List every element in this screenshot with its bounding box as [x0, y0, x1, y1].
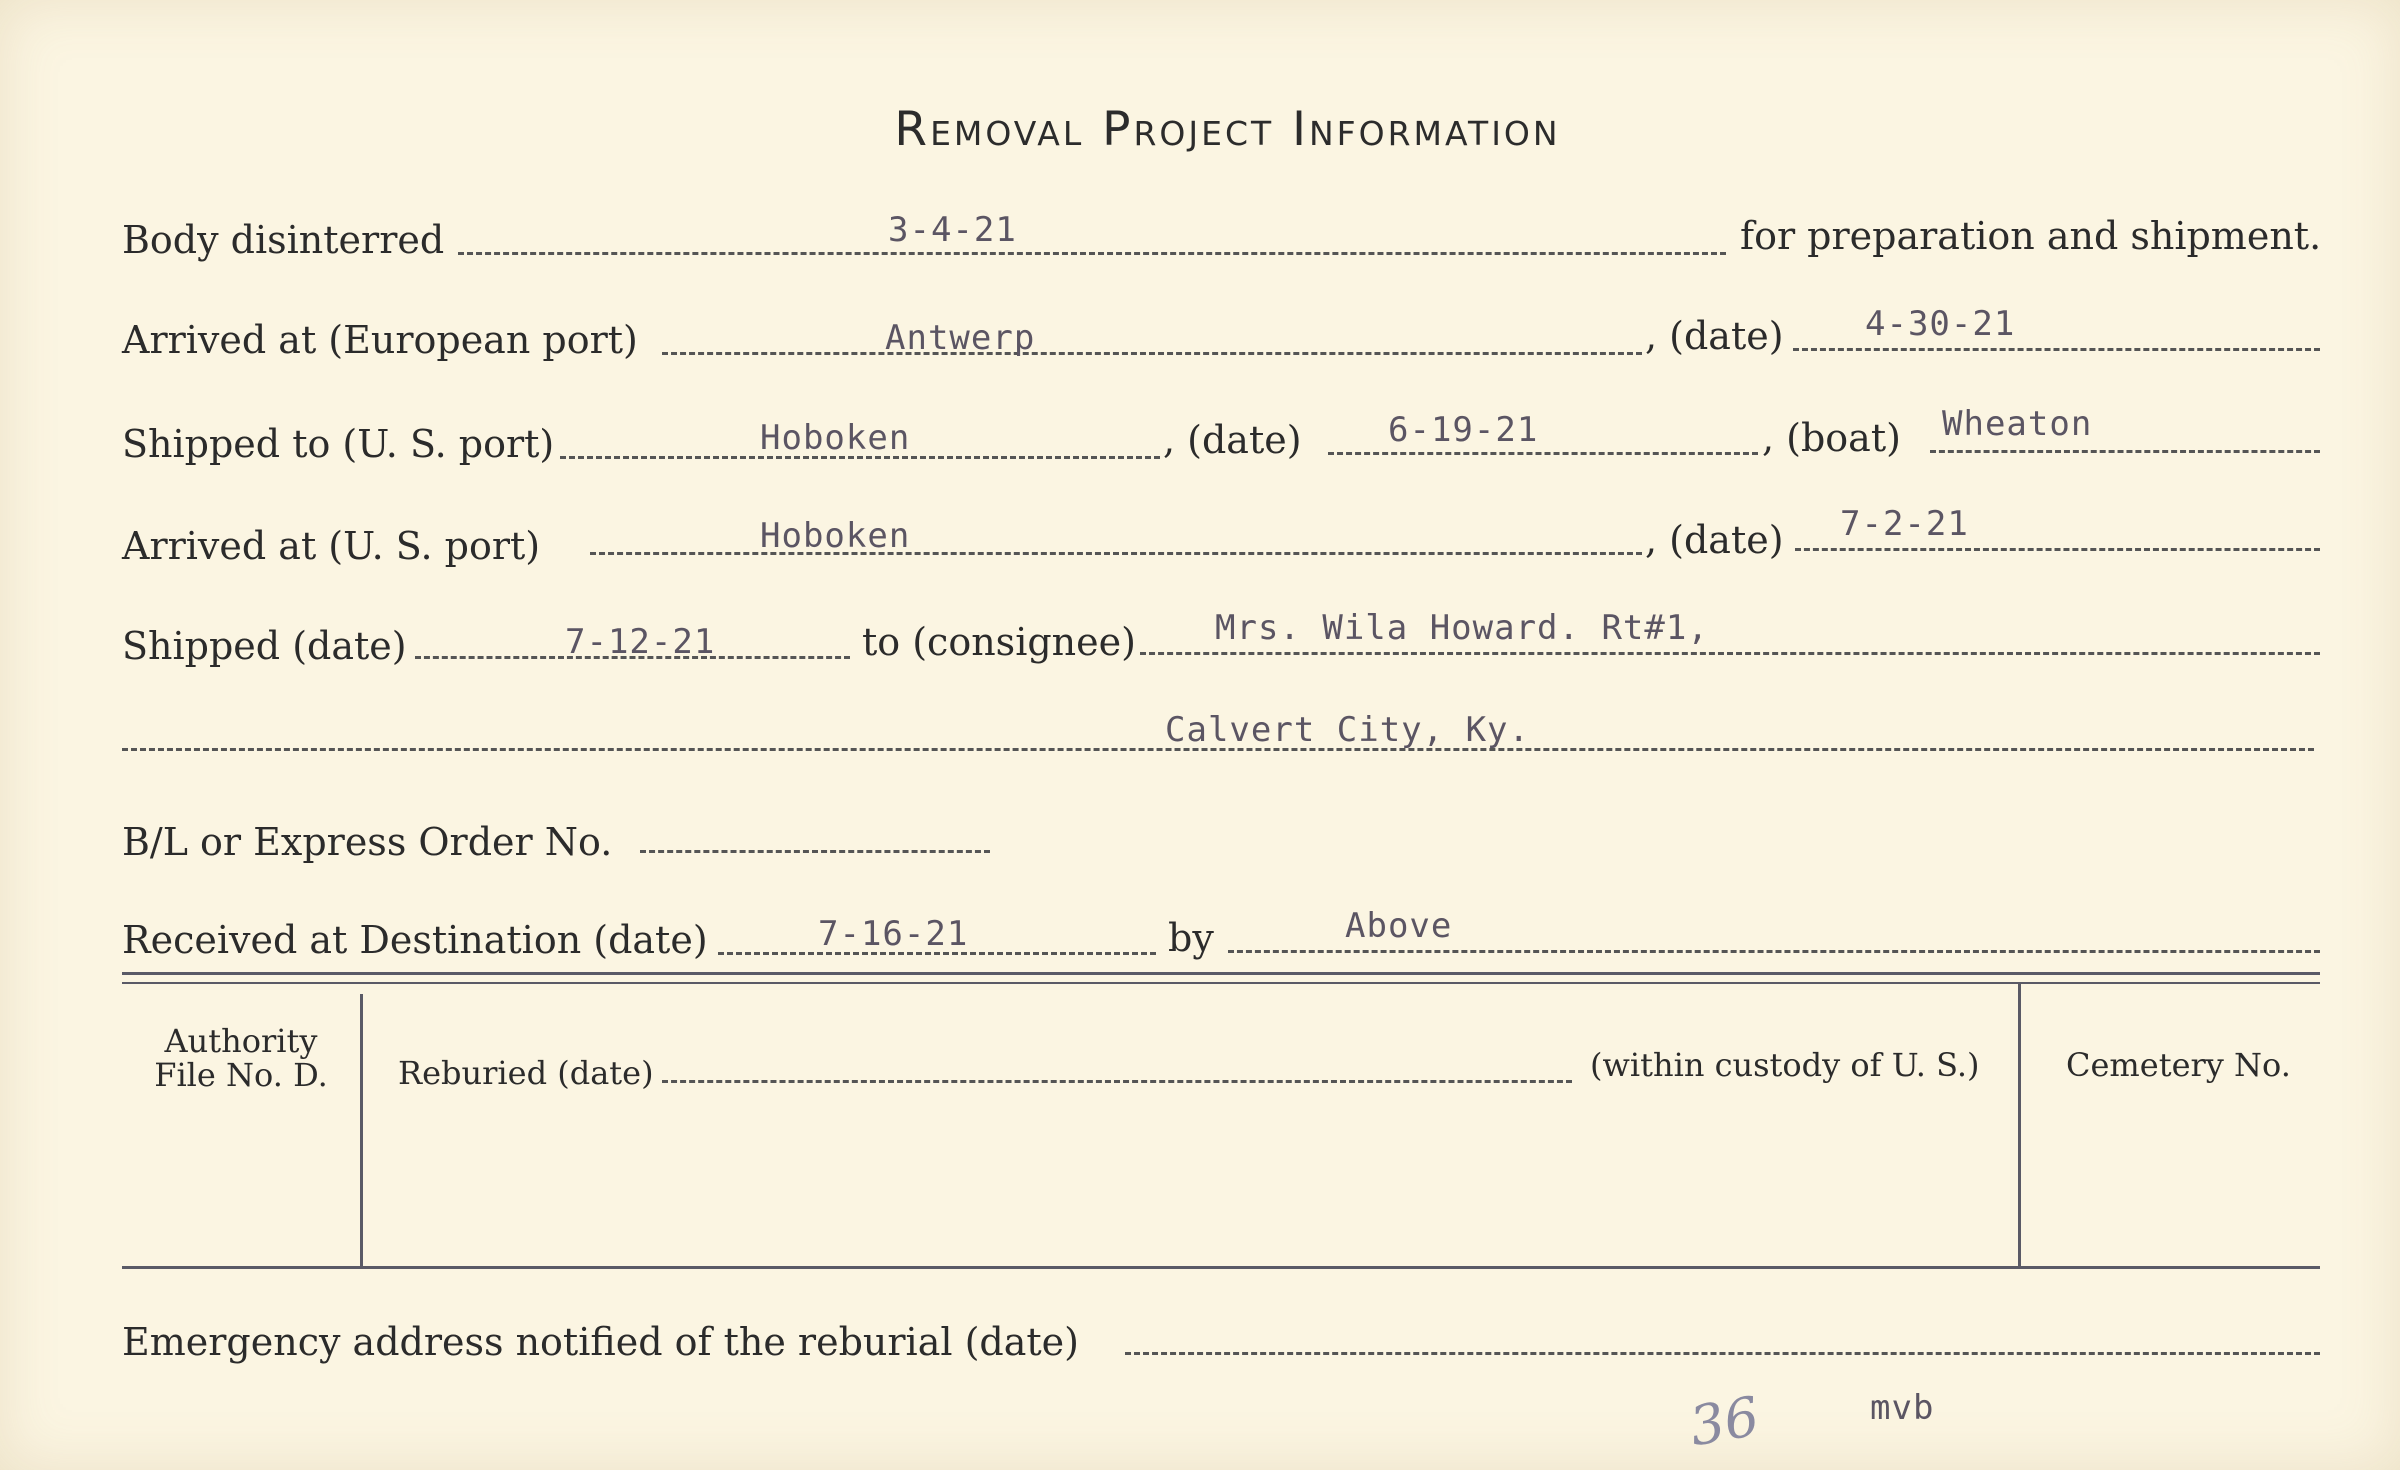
arrived-us-port: Hoboken [760, 516, 911, 556]
file-no-label: File No. D. [154, 1056, 328, 1094]
custody-label: (within custody of U. S.) [1590, 1046, 1980, 1084]
shipped-to-us-date-line [1328, 452, 1758, 455]
arrived-european-date: 4-30-21 [1865, 304, 2016, 344]
shipped-to-us-date: 6-19-21 [1388, 410, 1539, 450]
box-bottom-rule [122, 1266, 2320, 1269]
reburied-label: Reburied (date) [398, 1054, 654, 1092]
shipped-to-us-boat: Wheaton [1942, 404, 2093, 444]
arrived-us-label: Arrived at (U. S. port) [122, 524, 541, 568]
arrived-us-date-label: , (date) [1645, 518, 1784, 562]
body-disinterred-suffix: for preparation and shipment. [1740, 214, 2322, 258]
shipped-to-us-label: Shipped to (U. S. port) [122, 422, 555, 466]
body-disinterred-label: Body disinterred [122, 218, 445, 262]
shipped-date-value: 7-12-21 [565, 622, 716, 662]
body-disinterred-line [458, 252, 1726, 255]
arrived-european-date-line [1793, 348, 2320, 351]
arrived-us-date-line [1795, 548, 2320, 551]
arrived-european-line [662, 352, 1642, 355]
box-top-rule-2 [122, 982, 2320, 984]
bl-order-line [640, 850, 990, 853]
shipped-date-label: Shipped (date) [122, 624, 407, 668]
authority-file-label [122, 1024, 360, 1092]
cemetery-no-label: Cemetery No. [2066, 1046, 2291, 1084]
body-disinterred-value: 3-4-21 [888, 210, 1017, 250]
received-date-value: 7-16-21 [818, 914, 969, 954]
box-divider-left [360, 994, 363, 1266]
shipped-to-us-port: Hoboken [760, 418, 911, 458]
card-title: Removal Project Information [894, 102, 1561, 157]
received-by-value: Above [1345, 906, 1453, 946]
consignee-value: Mrs. Wila Howard. Rt#1, [1215, 608, 1709, 648]
received-by-label: by [1168, 916, 1214, 960]
emergency-line [1125, 1352, 2320, 1355]
authority-label: Authority [164, 1022, 318, 1060]
arrived-us-line [590, 552, 1642, 555]
box-top-rule-1 [122, 972, 2320, 975]
arrived-us-date: 7-2-21 [1840, 504, 1969, 544]
typist-initials: mvb [1870, 1388, 1935, 1428]
arrived-european-date-label: , (date) [1645, 314, 1784, 358]
shipped-to-us-boat-line [1930, 450, 2320, 453]
reburied-line [662, 1080, 1572, 1083]
consignee-line [1140, 652, 2320, 655]
shipped-to-us-boat-label: , (boat) [1762, 416, 1901, 460]
consignee-label: to (consignee) [862, 620, 1136, 664]
handwritten-mark: 36 [1685, 1384, 1764, 1459]
emergency-label: Emergency address notified of the reburial (date) [122, 1320, 1079, 1364]
received-by-line [1228, 950, 2320, 953]
bl-order-label: B/L or Express Order No. [122, 820, 613, 864]
received-label: Received at Destination (date) [122, 918, 708, 962]
shipped-to-us-date-label: , (date) [1163, 418, 1302, 462]
arrived-european-port: Antwerp [885, 318, 1036, 358]
box-divider-right [2018, 984, 2021, 1266]
consignee-value-2: Calvert City, Ky. [1165, 710, 1530, 750]
arrived-european-label: Arrived at (European port) [122, 318, 638, 362]
